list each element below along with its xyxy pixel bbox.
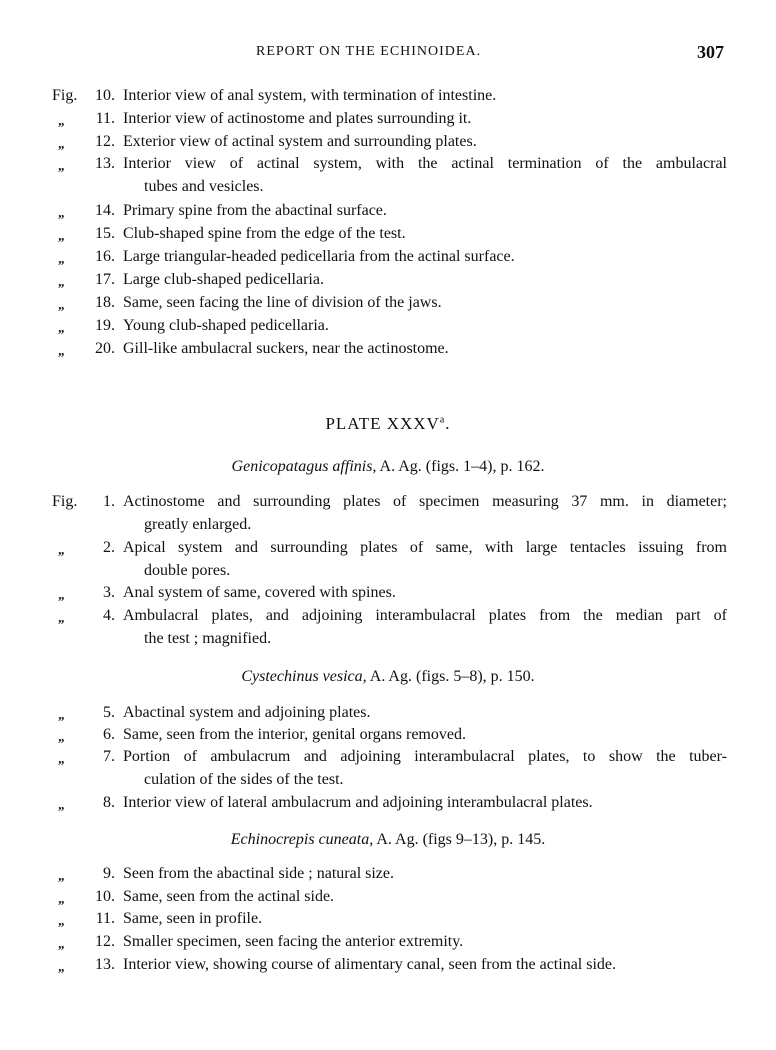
running-title: REPORT ON THE ECHINOIDEA. xyxy=(256,44,482,59)
entry-prefix: „ xyxy=(58,113,65,128)
entry-continuation: double pores. xyxy=(144,562,231,579)
entry-number: 11. xyxy=(95,110,115,127)
entry-prefix: „ xyxy=(58,542,65,557)
entry-prefix: Fig. xyxy=(52,493,78,510)
entry-number: 5. xyxy=(103,704,115,721)
entry-number: 16. xyxy=(95,248,115,265)
entry-number: 14. xyxy=(95,202,115,219)
entry-prefix: „ xyxy=(58,797,65,812)
entry-text: Interior view, showing course of alimentary canal, seen from the actinal side. xyxy=(123,956,617,973)
entry-text: Portion of ambulacrum and adjoining interambulacral plates, to show the tuber- xyxy=(123,748,727,765)
running-head xyxy=(0,42,776,66)
entry-number: 17. xyxy=(95,271,115,288)
entry-text: Interior view of actinal system, with the actinal termination of the ambulacral xyxy=(123,155,727,172)
entry-number: 9. xyxy=(103,865,115,882)
entry-prefix: „ xyxy=(58,729,65,744)
entry-text: Exterior view of actinal system and surrounding plates. xyxy=(123,133,477,150)
entry-number: 13. xyxy=(95,155,115,172)
entry-text: Actinostome and surrounding plates of specimen measuring 37 mm. in diameter; xyxy=(123,493,727,510)
entry-prefix: „ xyxy=(58,913,65,928)
entry-prefix: „ xyxy=(58,936,65,951)
entry-prefix: „ xyxy=(58,136,65,151)
entry-number: 12. xyxy=(95,933,115,950)
entry-number: 10. xyxy=(95,87,115,104)
entry-text: Club-shaped spine from the edge of the test. xyxy=(123,225,406,242)
entry-text: Large triangular-headed pedicellaria from the actinal surface. xyxy=(123,248,515,265)
entry-prefix: „ xyxy=(58,297,65,312)
entry-text: Abactinal system and adjoining plates. xyxy=(123,704,371,721)
entry-continuation: culation of the sides of the test. xyxy=(144,771,344,788)
entry-prefix: „ xyxy=(58,959,65,974)
entry-text: Seen from the abactinal side ; natural size. xyxy=(123,865,395,882)
entry-text: Interior view of anal system, with termination of intestine. xyxy=(123,87,497,104)
entry-number: 11. xyxy=(95,910,115,927)
entry-prefix: „ xyxy=(58,868,65,883)
entry-number: 20. xyxy=(95,340,115,357)
entry-text: Anal system of same, covered with spines. xyxy=(123,584,396,601)
entry-text: Young club-shaped pedicellaria. xyxy=(123,317,329,334)
entry-number: 13. xyxy=(95,956,115,973)
entry-number: 10. xyxy=(95,888,115,905)
entry-number: 1. xyxy=(103,493,115,510)
entry-continuation: tubes and vesicles. xyxy=(144,178,264,195)
entry-prefix: „ xyxy=(58,587,65,602)
entry-text: Interior view of actinostome and plates surrounding it. xyxy=(123,110,472,127)
entry-continuation: greatly enlarged. xyxy=(144,516,252,533)
entry-prefix: „ xyxy=(58,251,65,266)
entry-number: 15. xyxy=(95,225,115,242)
entry-number: 4. xyxy=(103,607,115,624)
entry-number: 7. xyxy=(103,748,115,765)
entry-prefix: „ xyxy=(58,343,65,358)
entry-text: Primary spine from the abactinal surface. xyxy=(123,202,387,219)
entry-prefix: „ xyxy=(58,228,65,243)
entry-prefix: Fig. xyxy=(52,87,78,104)
entry-number: 8. xyxy=(103,794,115,811)
entry-number: 3. xyxy=(103,584,115,601)
entry-number: 2. xyxy=(103,539,115,556)
entry-prefix: „ xyxy=(58,751,65,766)
entry-number: 6. xyxy=(103,726,115,743)
entry-prefix: „ xyxy=(58,891,65,906)
entry-text: Same, seen in profile. xyxy=(123,910,263,927)
plate-title: PLATE XXXV$^a$. xyxy=(325,414,451,433)
page-number: 307 xyxy=(697,42,724,62)
entry-number: 18. xyxy=(95,294,115,311)
entry-text: Gill-like ambulacral suckers, near the actinostome. xyxy=(123,340,449,357)
species-heading-cystechinus: Cystechinus vesica, A. Ag. (figs. 5–8), p. 150. xyxy=(241,668,535,685)
entry-number: 12. xyxy=(95,133,115,150)
species-heading-echinocrepis: Echinocrepis cuneata, A. Ag. (figs 9–13), p. 145. xyxy=(230,831,546,848)
species-heading-genicopatagus: Genicopatagus affinis, A. Ag. (figs. 1–4), p. 162. xyxy=(231,458,545,475)
entry-text: Apical system and surrounding plates of same, with large tentacles issuing from xyxy=(123,539,727,556)
entry-number: 19. xyxy=(95,317,115,334)
entry-text: Same, seen facing the line of division of the jaws. xyxy=(123,294,442,311)
entry-text: Large club-shaped pedicellaria. xyxy=(123,271,324,288)
entry-continuation: the test ; magnified. xyxy=(144,630,272,647)
entry-prefix: „ xyxy=(58,158,65,173)
entry-prefix: „ xyxy=(58,205,65,220)
entry-text: Same, seen from the actinal side. xyxy=(123,888,335,905)
entry-prefix: „ xyxy=(58,610,65,625)
entry-prefix: „ xyxy=(58,320,65,335)
entry-text: Smaller specimen, seen facing the anterior extremity. xyxy=(123,933,464,950)
entry-prefix: „ xyxy=(58,274,65,289)
entry-text: Same, seen from the interior, genital organs removed. xyxy=(123,726,466,743)
entry-text: Ambulacral plates, and adjoining interambulacral plates from the median part of xyxy=(123,607,727,624)
entry-prefix: „ xyxy=(58,707,65,722)
entry-text: Interior view of lateral ambulacrum and adjoining interambulacral plates. xyxy=(123,794,593,811)
